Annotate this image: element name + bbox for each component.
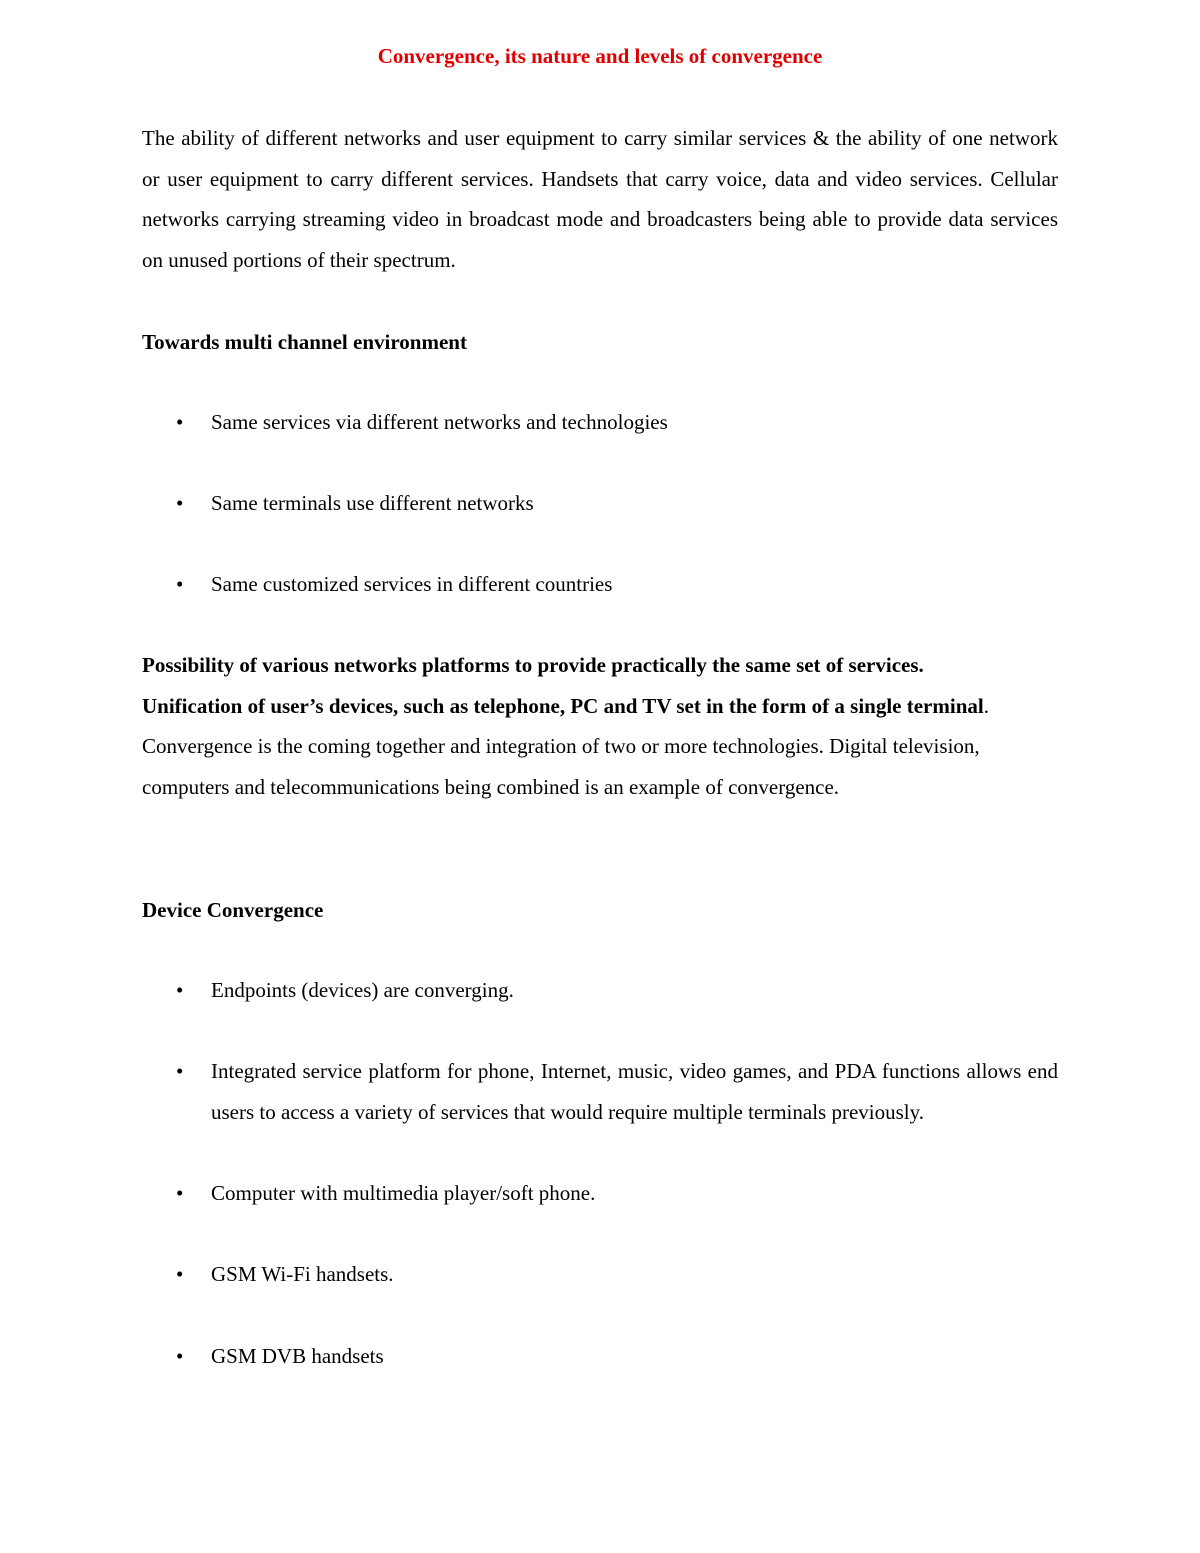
- bullet-marker: •: [176, 491, 184, 515]
- list-item: Same services via different networks and technologies: [211, 410, 668, 434]
- list-item: Integrated service platform for phone, Internet, music, video games, and PDA functions allows end users to access a variety of services that would require multiple terminals previously.: [211, 1059, 1058, 1124]
- bullet-marker: •: [176, 978, 184, 1002]
- convergence-plain-text: . Convergence is the coming together and integration of two or more technologies. Digital television, computers and telecommunications being combined is an example of convergence.: [142, 693, 989, 799]
- document-title: Convergence, its nature and levels of convergence: [377, 44, 823, 68]
- list-item: Same terminals use different networks: [211, 491, 534, 515]
- list-item: Endpoints (devices) are converging.: [211, 978, 514, 1002]
- bullet-marker: •: [176, 572, 184, 596]
- intro-paragraph: The ability of different networks and user equipment to carry similar services & the ability of one network or user equipment to carry different services. Handsets that carry voice, data and video services. Cellular networks carrying streaming video in broadcast mode and broadcasters being able to provide data services on unused portions of their spectrum.: [142, 126, 1058, 272]
- list-item: Same customized services in different countries: [211, 572, 613, 596]
- bullet-marker: •: [176, 1181, 184, 1205]
- list-item: GSM Wi-Fi handsets.: [211, 1262, 394, 1286]
- bullet-marker: •: [176, 1344, 184, 1368]
- bullet-marker: •: [176, 410, 184, 434]
- list-item: Computer with multimedia player/soft phone.: [211, 1181, 596, 1205]
- convergence-paragraph: [142, 645, 1022, 807]
- bullet-marker: •: [176, 1059, 184, 1083]
- section-heading-multi-channel: Towards multi channel environment: [142, 330, 467, 354]
- bullet-marker: •: [176, 1262, 184, 1286]
- section-heading-device-convergence: Device Convergence: [142, 898, 324, 922]
- list-item: GSM DVB handsets: [211, 1344, 384, 1368]
- convergence-bold-text: Possibility of various networks platforms to provide practically the same set of services. Unification of user’s devices, such as telephone, PC and TV set in the form of a single terminal: [142, 653, 984, 718]
